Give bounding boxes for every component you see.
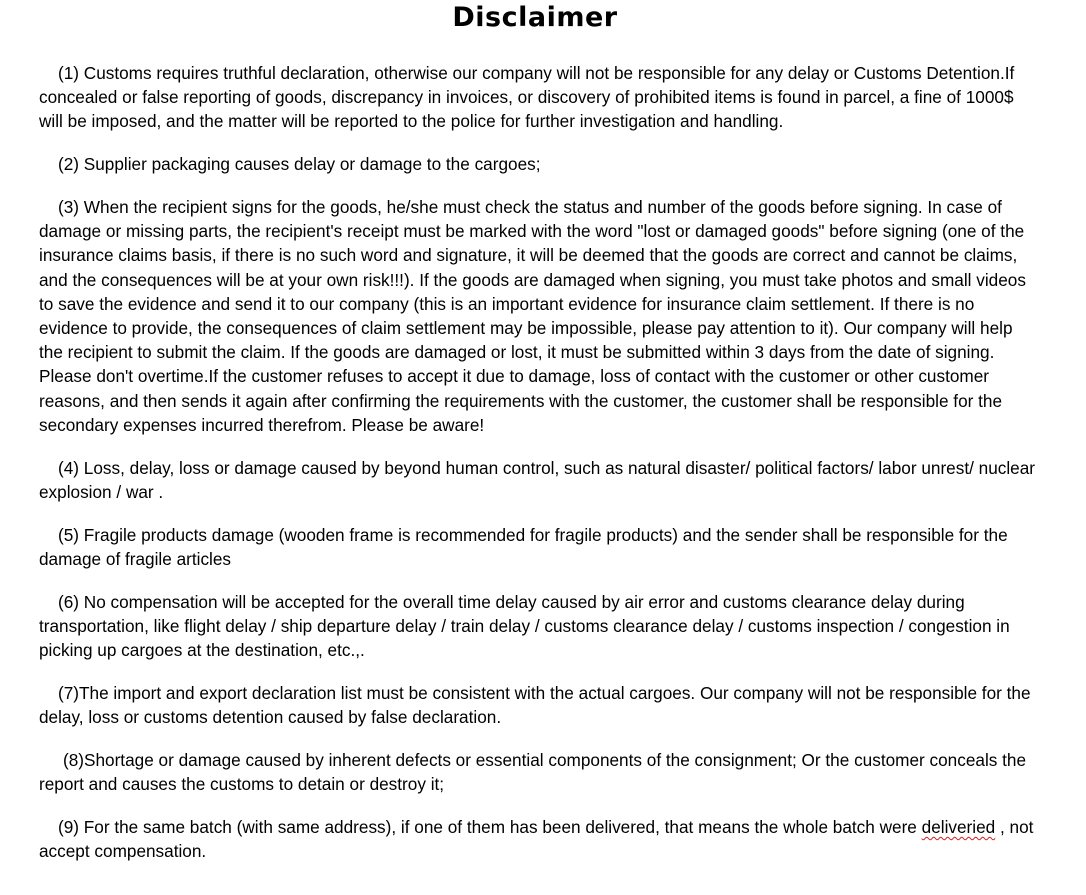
paragraph-7: (7)The import and export declaration list must be consistent with the actual cargoes. Our company will not be responsible for the delay, loss or customs detention caused by false declaration. bbox=[39, 682, 1031, 728]
spellcheck-misspelled-word[interactable]: deliveried bbox=[921, 816, 996, 837]
document-body bbox=[39, 61, 1039, 882]
paragraph-6: (6) No compensation will be accepted for the overall time delay caused by air error and customs clearance delay during transportation, like flight delay / ship departure delay / train delay / customs clearance delay / customs inspection / congestion in picking up cargoes at the destination, etc.,. bbox=[39, 591, 1010, 661]
paragraph-3: (3) When the recipient signs for the goods, he/she must check the status and number of the goods before signing. In case of damage or missing parts, the recipient's receipt must be marked with the word "lost or damaged goods" before signing (one of the insurance claims basis, if there is no such word and signature, it will be deemed that the goods are correct and cannot be claims, and the consequences will be at your own risk!!!). If the goods are damaged when signing, you must take photos and small videos to save the evidence and send it to our company (this is an important evidence for insurance claim settlement. If there is no evidence to provide, the consequences of claim settlement may be impossible, please pay attention to it). Our company will help the recipient to submit the claim. If the goods are damaged or lost, it must be submitted within 3 days from the date of signing. Please don't overtime.If the customer refuses to accept it due to damage, loss of contact with the customer or other customer reasons, and then sends it again after confirming the requirements with the customer, the customer shall be responsible for the secondary expenses incurred therefrom. Please be aware! bbox=[39, 197, 1026, 435]
paragraph-1: (1) Customs requires truthful declaration, otherwise our company will not be responsible for any delay or Customs Detention.If concealed or false reporting of goods, discrepancy in invoices, or discovery of prohibited items is found in parcel, a fine of 1000$ will be imposed, and the matter will be reported to the police for further investigation and handling. bbox=[39, 63, 1015, 132]
paragraph-9-text-end: , not accept compensation. bbox=[39, 816, 1034, 862]
paragraph-2: (2) Supplier packaging causes delay or damage to the cargoes; bbox=[58, 154, 541, 175]
paragraph-4: (4) Loss, delay, loss or damage caused by beyond human control, such as natural disaster/ political factors/ labor unrest/ nuclear explosion / war . bbox=[39, 457, 1036, 502]
document-title: Disclaimer bbox=[452, 2, 618, 33]
paragraph-8: (8)Shortage or damage caused by inherent defects or essential components of the consignment; Or the customer conceals the report and causes the customs to detain or destroy it; bbox=[39, 749, 1027, 795]
paragraph-9 bbox=[39, 815, 1039, 863]
paragraph-5: (5) Fragile products damage (wooden frame is recommended for fragile products) and the sender shall be responsible for the damage of fragile articles bbox=[39, 524, 1008, 569]
paragraph-9-text-start: (9) For the same batch (with same address), if one of them has been delivered, that means the whole batch were bbox=[58, 816, 922, 837]
